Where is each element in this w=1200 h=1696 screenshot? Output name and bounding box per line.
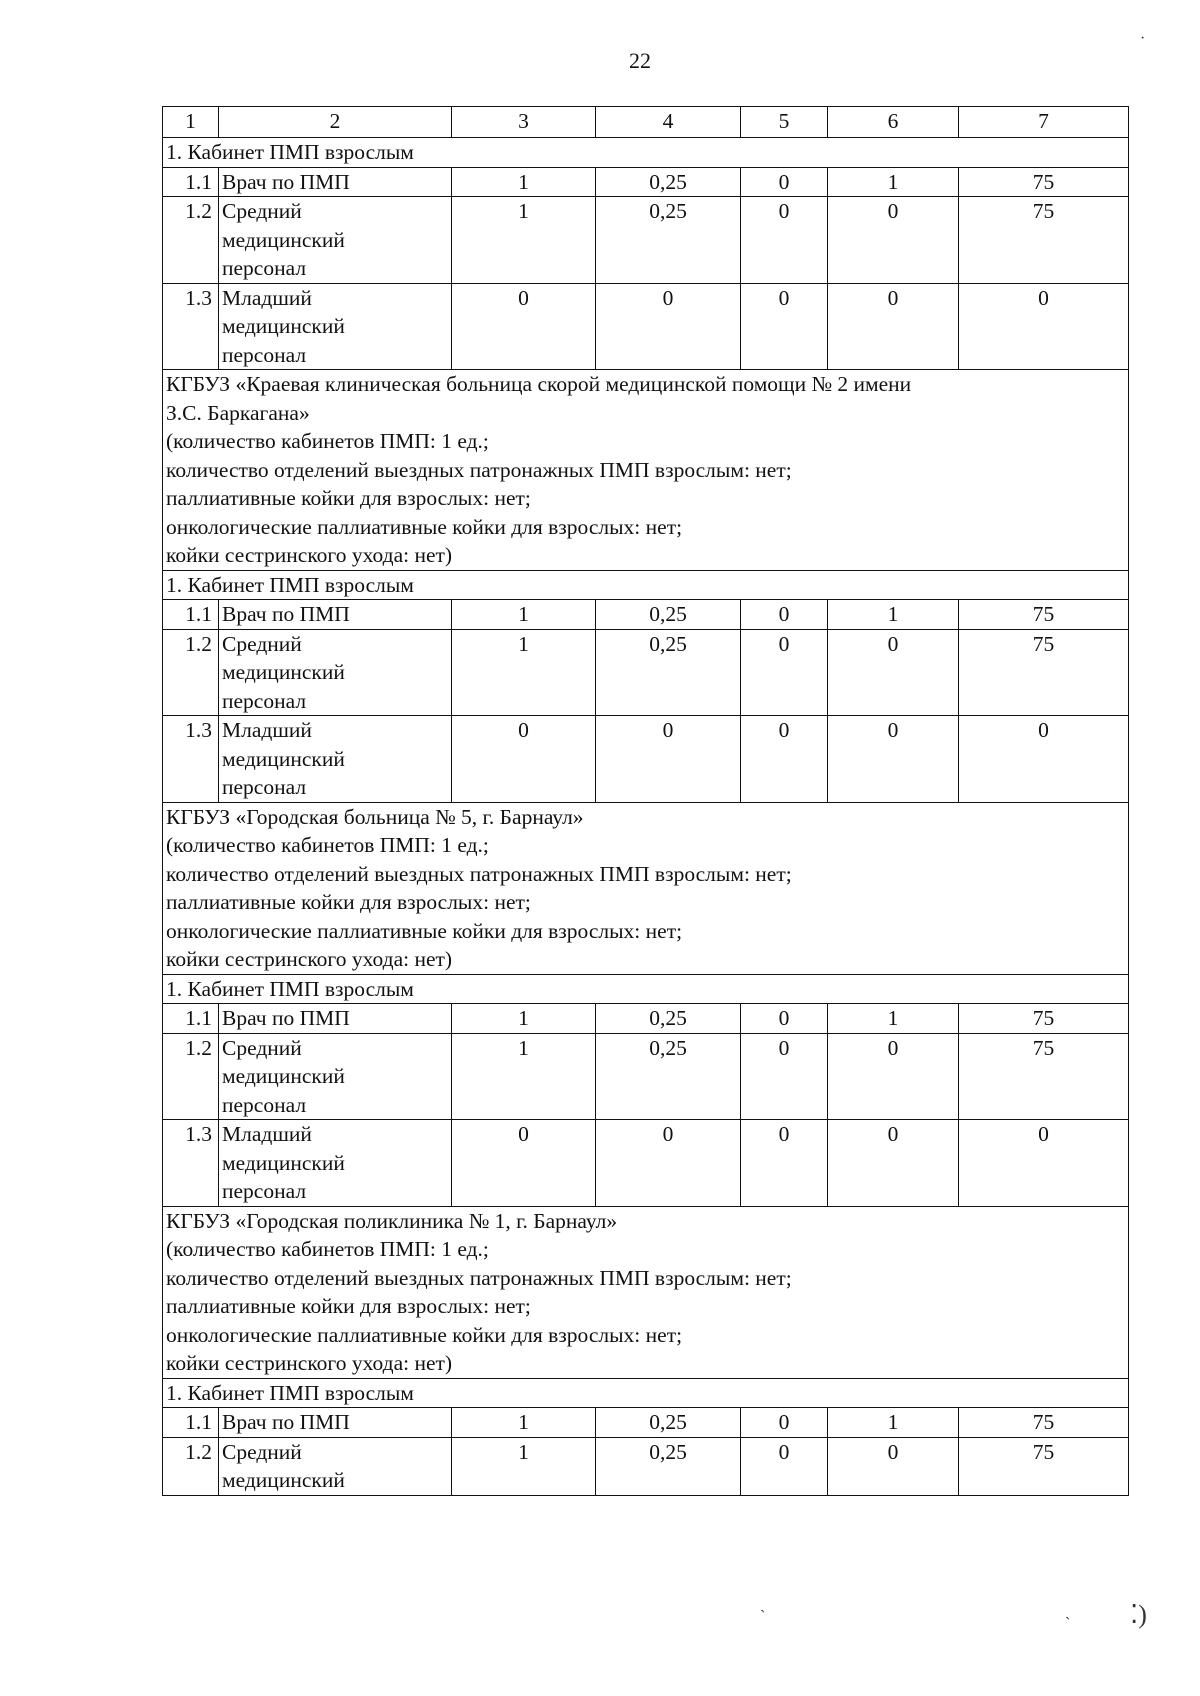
row-code: 1.3 — [163, 716, 219, 803]
institution-name: КГБУЗ «Краевая клиническая больница скорой медицинской помощи № 2 имени — [166, 372, 912, 396]
row-value: 0 — [828, 283, 959, 370]
row-value: 0,25 — [596, 167, 741, 197]
row-value: 75 — [959, 629, 1129, 716]
group-row — [163, 570, 1129, 600]
row-code: 1.1 — [163, 1408, 219, 1438]
row-value: 1 — [828, 600, 959, 630]
row-value: 1 — [452, 197, 596, 284]
row-value: 0 — [959, 1120, 1129, 1207]
table-row — [163, 1437, 1129, 1495]
group-title: 1. Кабинет ПМП взрослым — [163, 138, 1129, 168]
scan-speck: ⁚) — [1130, 1600, 1147, 1629]
row-role: Младший медицинский персонал — [219, 1120, 452, 1207]
row-value: 75 — [959, 167, 1129, 197]
group-title: 1. Кабинет ПМП взрослым — [163, 974, 1129, 1004]
institution-info-line: койки сестринского ухода: нет) — [166, 543, 453, 567]
institution-name: КГБУЗ «Городская поликлиника № 1, г. Барнаул» — [166, 1208, 618, 1233]
group-title: 1. Кабинет ПМП взрослым — [163, 1378, 1129, 1408]
row-value: 75 — [959, 1033, 1129, 1120]
row-value: 1 — [828, 1408, 959, 1438]
row-role: Врач по ПМП — [219, 1004, 452, 1034]
column-number-row — [163, 107, 1129, 138]
table-row — [163, 629, 1129, 716]
row-value: 75 — [959, 1437, 1129, 1495]
row-value: 1 — [452, 167, 596, 197]
column-number: 2 — [219, 107, 452, 138]
group-row — [163, 1378, 1129, 1408]
institution-info-line: онкологические паллиативные койки для взрослых: нет; — [166, 514, 683, 539]
row-value: 0,25 — [596, 629, 741, 716]
row-code: 1.2 — [163, 1437, 219, 1495]
institution-info-line: паллиативные койки для взрослых: нет; — [166, 890, 531, 914]
row-code: 1.2 — [163, 1033, 219, 1120]
column-number: 3 — [452, 107, 596, 138]
row-value: 0 — [741, 167, 828, 197]
table-row — [163, 1004, 1129, 1034]
column-number: 7 — [959, 107, 1129, 138]
row-role: Средний медицинский персонал — [219, 1033, 452, 1120]
table-row — [163, 1033, 1129, 1120]
row-value: 0 — [596, 283, 741, 370]
row-code: 1.1 — [163, 1004, 219, 1034]
row-value: 0 — [741, 1437, 828, 1495]
group-title: 1. Кабинет ПМП взрослым — [163, 570, 1129, 600]
institution-info-line: паллиативные койки для взрослых: нет; — [166, 486, 531, 510]
row-value: 1 — [452, 600, 596, 630]
table-row — [163, 1408, 1129, 1438]
row-value: 0 — [741, 1033, 828, 1120]
row-value: 0 — [828, 1033, 959, 1120]
institution-info-line: паллиативные койки для взрослых: нет; — [166, 1294, 531, 1318]
row-value: 0,25 — [596, 600, 741, 630]
row-value: 1 — [452, 1437, 596, 1495]
row-value: 0 — [596, 716, 741, 803]
institution-info-line: онкологические паллиативные койки для взрослых: нет; — [166, 918, 683, 943]
table-body — [163, 107, 1129, 1496]
row-value: 0,25 — [596, 1408, 741, 1438]
row-value: 1 — [452, 1004, 596, 1034]
institution-info-line: койки сестринского ухода: нет) — [166, 1351, 453, 1375]
row-value: 0 — [452, 1120, 596, 1207]
row-value: 0 — [959, 283, 1129, 370]
row-value: 0 — [741, 197, 828, 284]
row-value: 0 — [828, 1437, 959, 1495]
row-value: 0 — [452, 283, 596, 370]
row-role: Средний медицинский — [219, 1437, 452, 1495]
row-value: 0 — [741, 600, 828, 630]
scan-speck: ` — [760, 1608, 766, 1625]
institution-row — [163, 370, 1129, 571]
row-role: Средний медицинский персонал — [219, 197, 452, 284]
institution-info-line: количество отделений выездных патронажных ПМП взрослым: нет; — [166, 861, 792, 886]
group-row — [163, 138, 1129, 168]
group-row — [163, 974, 1129, 1004]
row-value: 0 — [741, 283, 828, 370]
row-value: 0 — [741, 629, 828, 716]
row-value: 75 — [959, 600, 1129, 630]
row-value: 1 — [828, 1004, 959, 1034]
row-value: 0 — [959, 716, 1129, 803]
row-value: 0 — [741, 1120, 828, 1207]
row-value: 75 — [959, 1004, 1129, 1034]
institution-info-line: количество отделений выездных патронажных ПМП взрослым: нет; — [166, 457, 792, 482]
row-value: 0 — [596, 1120, 741, 1207]
row-value: 0,25 — [596, 1004, 741, 1034]
institution-name: КГБУЗ «Городская больница № 5, г. Барнаул» — [166, 804, 584, 829]
institution-row — [163, 802, 1129, 974]
row-role: Средний медицинский персонал — [219, 629, 452, 716]
page-number: 22 — [629, 48, 651, 73]
institution-row — [163, 1206, 1129, 1378]
row-role: Врач по ПМП — [219, 600, 452, 630]
row-value: 1 — [452, 1408, 596, 1438]
institution-info — [163, 1206, 1129, 1378]
row-value: 1 — [828, 167, 959, 197]
staffing-table — [162, 106, 1129, 1496]
row-code: 1.1 — [163, 167, 219, 197]
row-role: Младший медицинский персонал — [219, 716, 452, 803]
row-role: Врач по ПМП — [219, 167, 452, 197]
row-role: Младший медицинский персонал — [219, 283, 452, 370]
row-value: 75 — [959, 197, 1129, 284]
table-row — [163, 600, 1129, 630]
institution-info-line: (количество кабинетов ПМП: 1 ед.; — [166, 1237, 489, 1261]
row-value: 0,25 — [596, 1437, 741, 1495]
institution-info-line: онкологические паллиативные койки для взрослых: нет; — [166, 1322, 683, 1347]
row-value: 0 — [828, 629, 959, 716]
scan-speck: · — [1140, 30, 1146, 47]
column-number: 1 — [163, 107, 219, 138]
row-value: 1 — [452, 629, 596, 716]
row-code: 1.2 — [163, 629, 219, 716]
row-value: 0 — [741, 1408, 828, 1438]
row-role: Врач по ПМП — [219, 1408, 452, 1438]
row-code: 1.1 — [163, 600, 219, 630]
scan-speck: ` — [1065, 1615, 1071, 1632]
table-row — [163, 283, 1129, 370]
row-value: 1 — [452, 1033, 596, 1120]
row-value: 0,25 — [596, 197, 741, 284]
table-row — [163, 197, 1129, 284]
table-row — [163, 716, 1129, 803]
row-value: 75 — [959, 1408, 1129, 1438]
institution-info-line: (количество кабинетов ПМП: 1 ед.; — [166, 833, 489, 857]
table-row — [163, 1120, 1129, 1207]
column-number: 4 — [596, 107, 741, 138]
row-value: 0 — [741, 1004, 828, 1034]
institution-info-line: количество отделений выездных патронажных ПМП взрослым: нет; — [166, 1265, 792, 1290]
row-code: 1.3 — [163, 1120, 219, 1207]
row-value: 0,25 — [596, 1033, 741, 1120]
column-number: 5 — [741, 107, 828, 138]
row-value: 0 — [452, 716, 596, 803]
table-row — [163, 167, 1129, 197]
row-value: 0 — [828, 716, 959, 803]
column-number: 6 — [828, 107, 959, 138]
row-value: 0 — [741, 716, 828, 803]
institution-info-line: койки сестринского ухода: нет) — [166, 947, 453, 971]
institution-info-line: (количество кабинетов ПМП: 1 ед.; — [166, 429, 489, 453]
institution-info-line: З.С. Баркагана» — [166, 400, 310, 425]
institution-info — [163, 802, 1129, 974]
institution-info — [163, 370, 1129, 571]
row-code: 1.3 — [163, 283, 219, 370]
row-value: 0 — [828, 1120, 959, 1207]
row-value: 0 — [828, 197, 959, 284]
row-code: 1.2 — [163, 197, 219, 284]
